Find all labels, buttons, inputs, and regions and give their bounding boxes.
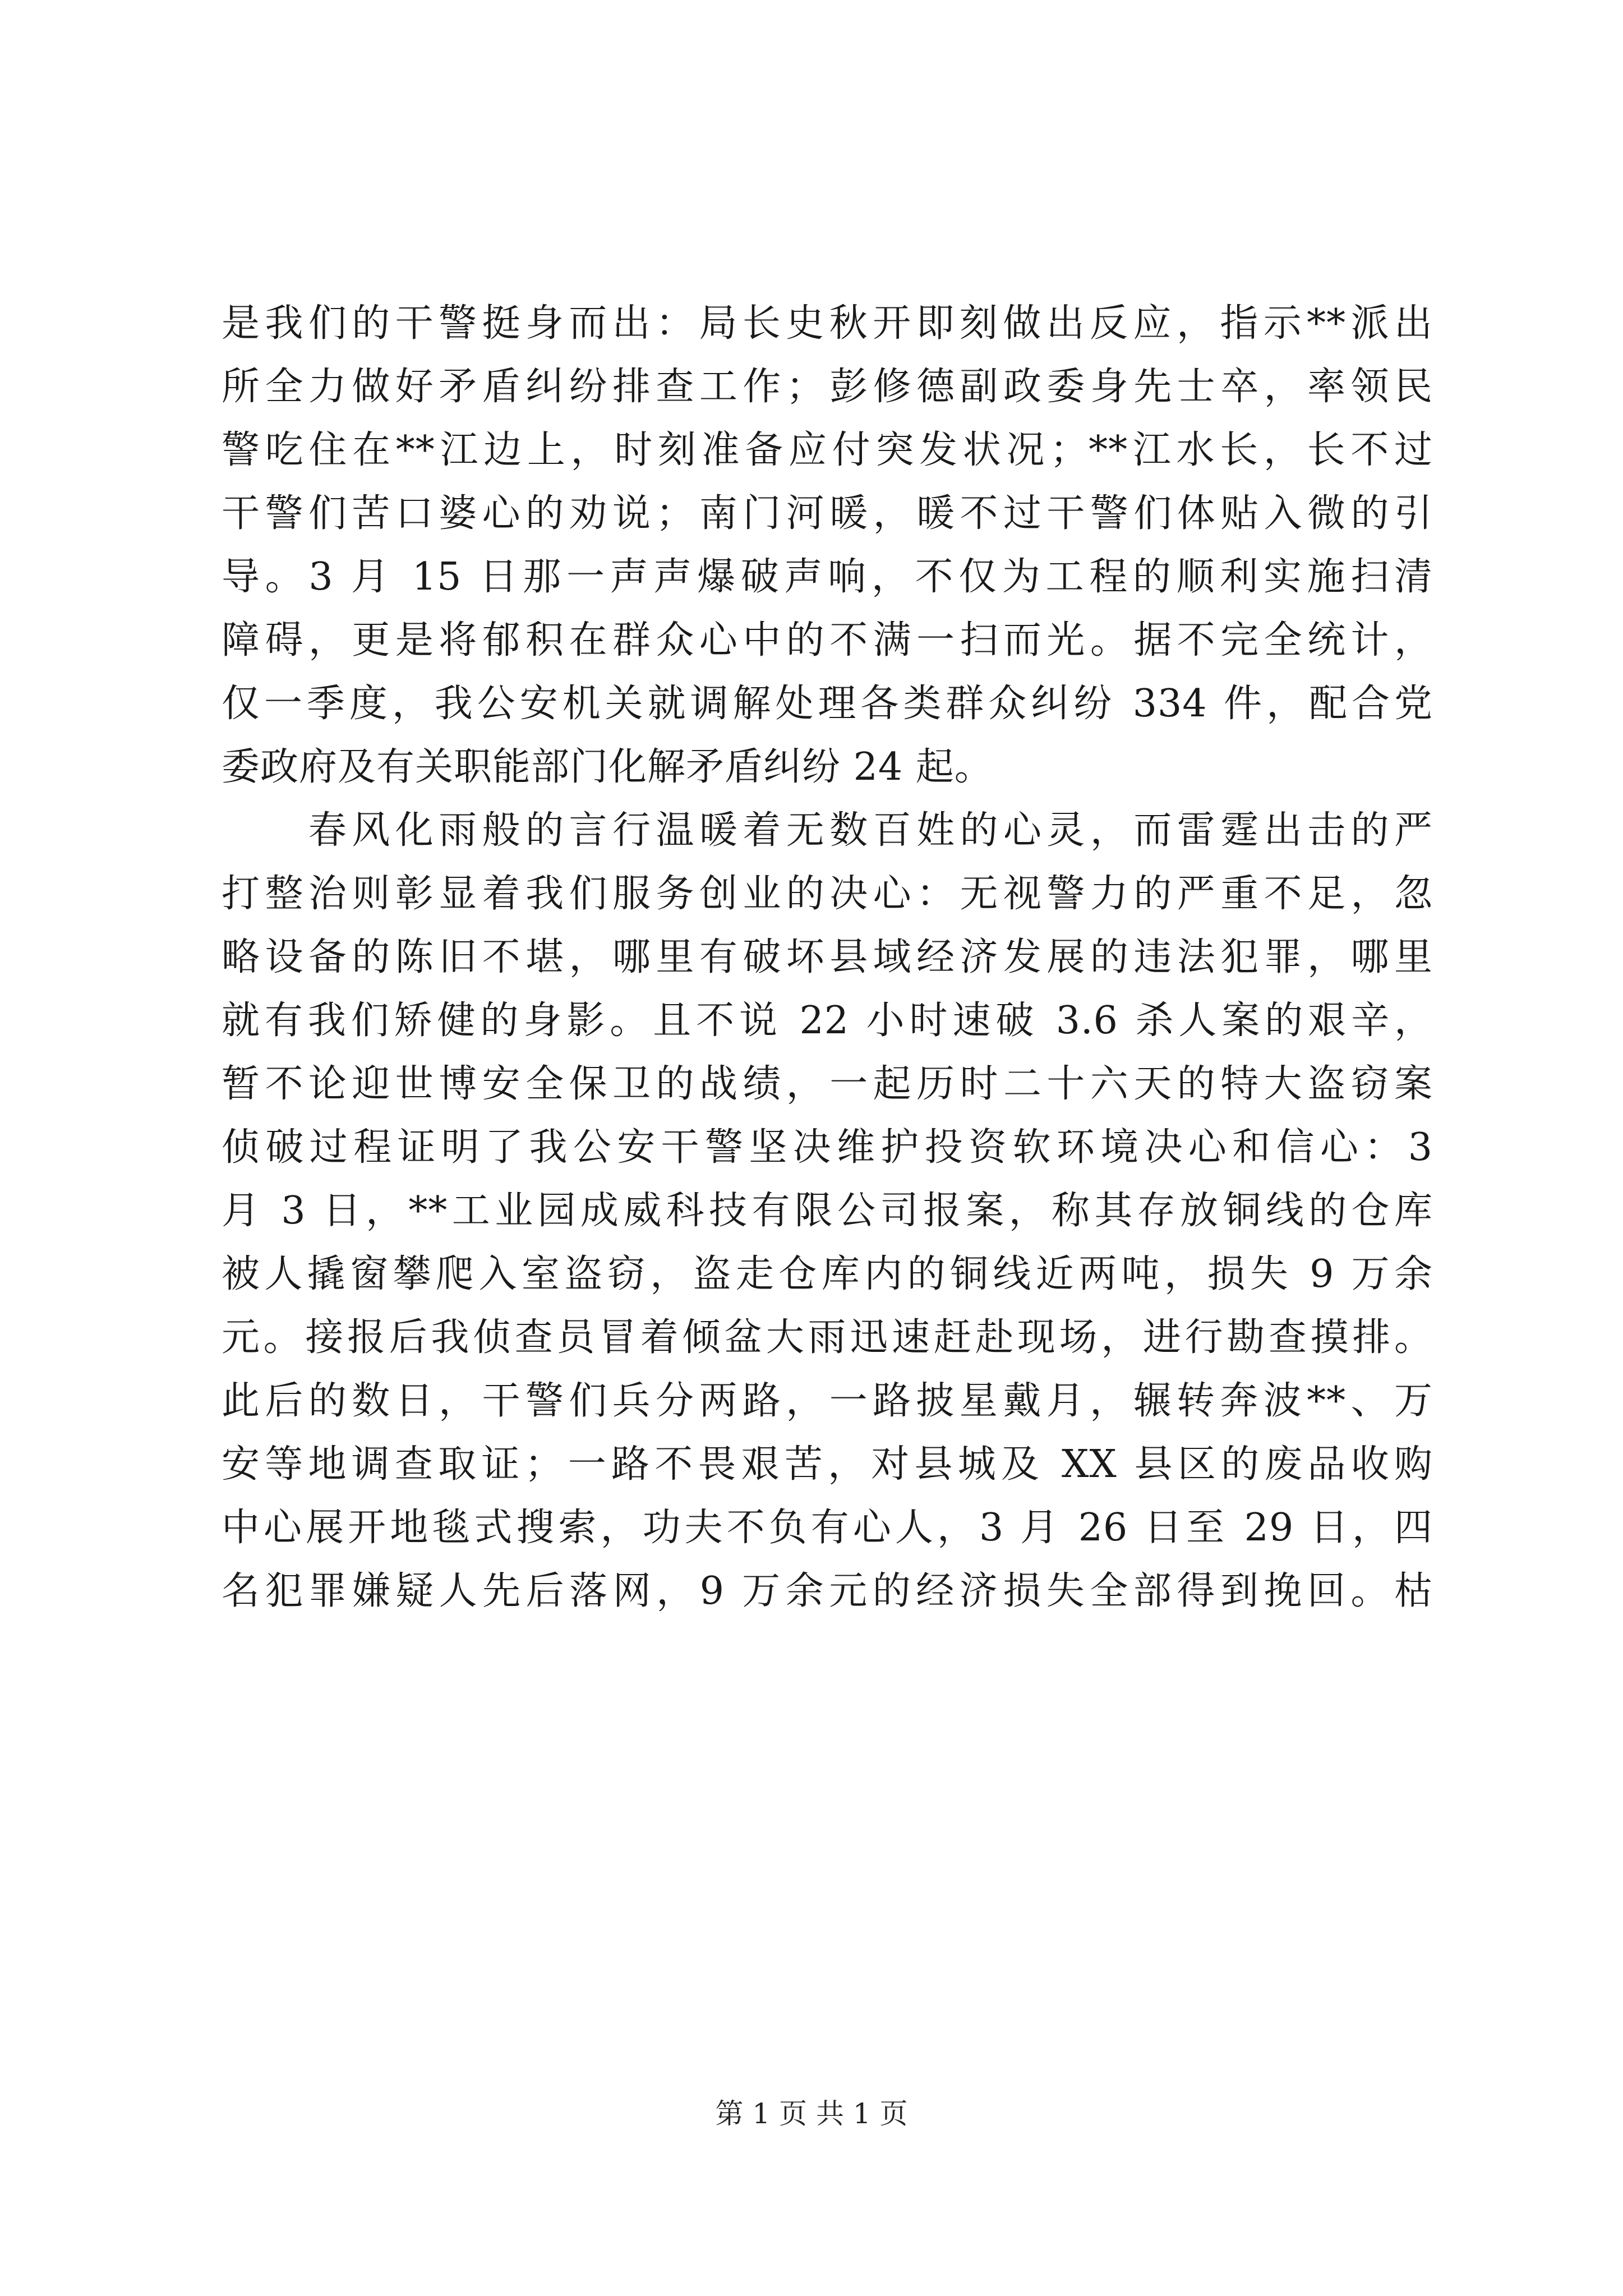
text-line: 警吃住在**江边上，时刻准备应付突发状况；**江水长，长不过 (222, 428, 1433, 472)
text-line: 打整治则彰显着我们服务创业的决心：无视警力的严重不足，忽 (222, 872, 1433, 916)
page-footer: 第 1 页 共 1 页 (715, 2097, 908, 2130)
text-line: 侦破过程证明了我公安干警坚决维护投资软环境决心和信心：3 (222, 1125, 1433, 1170)
text-line: 元。接报后我侦查员冒着倾盆大雨迅速赶赴现场，进行勘查摸排。 (222, 1315, 1433, 1360)
text-line: 是我们的干警挺身而出：局长史秋开即刻做出反应，指示**派出 (222, 301, 1433, 346)
text-line: 暂不论迎世博安全保卫的战绩，一起历时二十六天的特大盗窃案 (222, 1062, 1433, 1106)
text-line: 被人撬窗攀爬入室盗窃，盗走仓库内的铜线近两吨，损失 9 万余 (222, 1252, 1433, 1296)
text-line: 导。3 月 15 日那一声声爆破声响，不仅为工程的顺利实施扫清 (222, 555, 1433, 599)
text-line: 此后的数日，干警们兵分两路，一路披星戴月，辗转奔波**、万 (222, 1379, 1433, 1423)
text-line: 名犯罪嫌疑人先后落网，9 万余元的经济损失全部得到挽回。枯 (222, 1569, 1433, 1613)
text-line: 仅一季度，我公安机关就调解处理各类群众纠纷 334 件，配合党 (222, 682, 1433, 726)
text-line: 略设备的陈旧不堪，哪里有破坏县域经济发展的违法犯罪，哪里 (222, 935, 1433, 979)
text-line: 就有我们矫健的身影。且不说 22 小时速破 3.6 杀人案的艰辛， (222, 999, 1433, 1043)
text-line: 委政府及有关职能部门化解矛盾纠纷 24 起。 (222, 745, 993, 789)
text-line: 安等地调查取证；一路不畏艰苦，对县城及 XX 县区的废品收购 (222, 1442, 1433, 1487)
document-body (222, 292, 1433, 1623)
text-line: 月 3 日，**工业园成威科技有限公司报案，称其存放铜线的仓库 (222, 1189, 1433, 1233)
text-line: 中心展开地毯式搜索，功夫不负有心人，3 月 26 日至 29 日，四 (222, 1506, 1433, 1550)
text-line: 障碍，更是将郁积在群众心中的不满一扫而光。据不完全统计， (222, 618, 1433, 662)
text-line: 春风化雨般的言行温暖着无数百姓的心灵，而雷霆出击的严 (222, 808, 1433, 853)
text-line: 干警们苦口婆心的劝说；南门河暖，暖不过干警们体贴入微的引 (222, 491, 1433, 536)
text-line: 所全力做好矛盾纠纷排查工作；彭修德副政委身先士卒，率领民 (222, 365, 1433, 409)
